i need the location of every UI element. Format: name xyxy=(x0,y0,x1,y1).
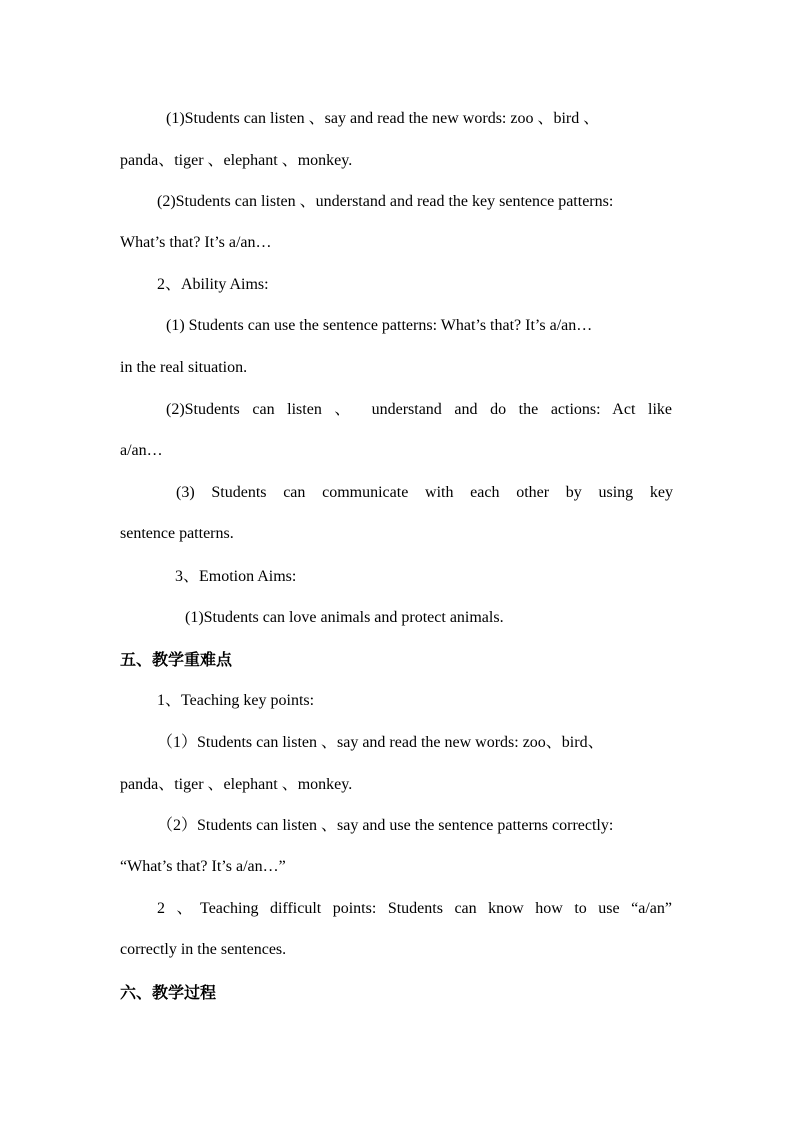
emotion-aims-heading: 3、Emotion Aims: xyxy=(175,568,297,585)
knowledge-aim-1-line-1: (1)Students can listen 、say and read the new words: zoo 、bird 、 xyxy=(166,110,600,127)
section-6-heading: 六、教学过程 xyxy=(120,983,217,1002)
difficult-points-line-1: 2 、Teaching difficult points: Students can know how to use “a/an” xyxy=(157,900,672,917)
emotion-aim-1: (1)Students can love animals and protect animals. xyxy=(185,609,504,626)
ability-aim-3-line-2: sentence patterns. xyxy=(120,525,234,542)
difficult-points-line-2: correctly in the sentences. xyxy=(120,941,287,958)
section-5-heading: 五、教学重难点 xyxy=(120,650,233,669)
key-point-1-line-2: panda、tiger 、elephant 、monkey. xyxy=(120,776,353,793)
ability-aims-heading: 2、Ability Aims: xyxy=(157,276,269,293)
knowledge-aim-1-line-2: panda、tiger 、elephant 、monkey. xyxy=(120,152,353,169)
knowledge-aim-2-line-2: What’s that? It’s a/an… xyxy=(120,234,272,251)
knowledge-aim-2-line-1: (2)Students can listen 、understand and read the key sentence patterns: xyxy=(157,193,614,210)
key-point-2-line-2: “What’s that? It’s a/an…” xyxy=(120,858,286,875)
ability-aim-2-line-1: (2)Students can listen 、 understand and do the actions: Act like xyxy=(166,401,672,418)
ability-aim-1-line-2: in the real situation. xyxy=(120,359,248,376)
ability-aim-3-line-1: (3) Students can communicate with each other by using key xyxy=(176,484,673,501)
key-point-1-line-1: （1）Students can listen 、say and read the new words: zoo、bird、 xyxy=(157,734,604,751)
ability-aim-1-line-1: (1) Students can use the sentence patterns: What’s that? It’s a/an… xyxy=(166,317,593,334)
key-point-2-line-1: （2）Students can listen 、say and use the sentence patterns correctly: xyxy=(157,817,614,834)
teaching-key-points-heading: 1、Teaching key points: xyxy=(157,692,315,709)
ability-aim-2-line-2: a/an… xyxy=(120,442,163,459)
